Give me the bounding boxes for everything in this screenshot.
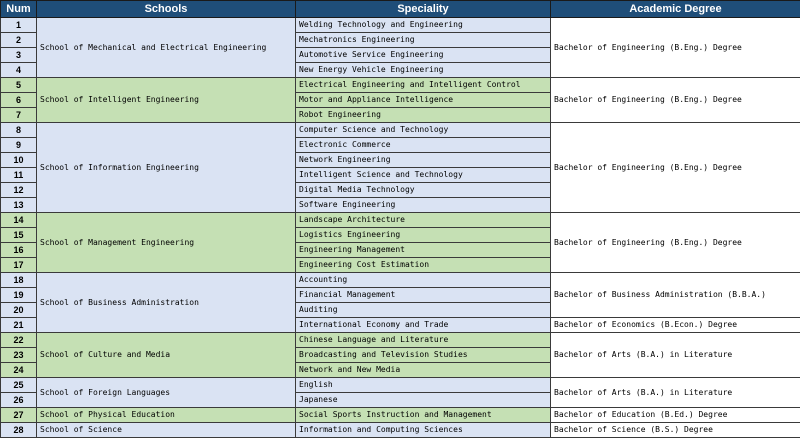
row-num: 2: [1, 33, 37, 48]
speciality-cell: Network Engineering: [296, 153, 551, 168]
speciality-cell: English: [296, 378, 551, 393]
speciality-cell: Logistics Engineering: [296, 228, 551, 243]
speciality-cell: Japanese: [296, 393, 551, 408]
school-name: School of Mechanical and Electrical Engineering: [37, 18, 296, 78]
table-row: [1, 78, 800, 93]
degree-cell: Bachelor of Arts (B.A.) in Literature: [551, 378, 800, 408]
row-num: 24: [1, 363, 37, 378]
row-num: 17: [1, 258, 37, 273]
row-num: 3: [1, 48, 37, 63]
degree-cell: Bachelor of Engineering (B.Eng.) Degree: [551, 213, 800, 273]
speciality-cell: Landscape Architecture: [296, 213, 551, 228]
speciality-cell: Digital Media Technology: [296, 183, 551, 198]
row-num: 25: [1, 378, 37, 393]
row-num: 18: [1, 273, 37, 288]
header-degree: Academic Degree: [551, 1, 800, 18]
row-num: 14: [1, 213, 37, 228]
speciality-cell: Engineering Management: [296, 243, 551, 258]
school-name: School of Science: [37, 423, 296, 438]
row-num: 4: [1, 63, 37, 78]
row-num: 26: [1, 393, 37, 408]
speciality-cell: Engineering Cost Estimation: [296, 258, 551, 273]
row-num: 27: [1, 408, 37, 423]
row-num: 7: [1, 108, 37, 123]
table-row: [1, 18, 800, 33]
degree-cell: Bachelor of Engineering (B.Eng.) Degree: [551, 123, 800, 213]
speciality-cell: Network and New Media: [296, 363, 551, 378]
table-row: [1, 333, 800, 348]
degree-cell: Bachelor of Engineering (B.Eng.) Degree: [551, 18, 800, 78]
speciality-cell: Social Sports Instruction and Management: [296, 408, 551, 423]
school-name: School of Management Engineering: [37, 213, 296, 273]
table-row: [1, 273, 800, 288]
school-name: School of Culture and Media: [37, 333, 296, 378]
row-num: 1: [1, 18, 37, 33]
table-row: [1, 423, 800, 438]
table-row: [1, 408, 800, 423]
speciality-cell: Motor and Appliance Intelligence: [296, 93, 551, 108]
speciality-cell: Financial Management: [296, 288, 551, 303]
row-num: 21: [1, 318, 37, 333]
row-num: 11: [1, 168, 37, 183]
row-num: 6: [1, 93, 37, 108]
header-row: [1, 1, 800, 18]
row-num: 5: [1, 78, 37, 93]
school-name: School of Foreign Languages: [37, 378, 296, 408]
speciality-cell: Robot Engineering: [296, 108, 551, 123]
speciality-cell: Accounting: [296, 273, 551, 288]
school-name: School of Information Engineering: [37, 123, 296, 213]
degree-cell: Bachelor of Engineering (B.Eng.) Degree: [551, 78, 800, 123]
speciality-cell: Chinese Language and Literature: [296, 333, 551, 348]
row-num: 15: [1, 228, 37, 243]
table-row: [1, 123, 800, 138]
school-name: School of Intelligent Engineering: [37, 78, 296, 123]
speciality-cell: Welding Technology and Engineering: [296, 18, 551, 33]
degree-cell: Bachelor of Arts (B.A.) in Literature: [551, 333, 800, 378]
speciality-cell: Automotive Service Engineering: [296, 48, 551, 63]
row-num: 16: [1, 243, 37, 258]
speciality-cell: Software Engineering: [296, 198, 551, 213]
row-num: 13: [1, 198, 37, 213]
speciality-cell: Broadcasting and Television Studies: [296, 348, 551, 363]
header-num: Num: [1, 1, 37, 18]
row-num: 23: [1, 348, 37, 363]
degree-cell: Bachelor of Business Administration (B.B.A.): [551, 273, 800, 318]
school-name: School of Physical Education: [37, 408, 296, 423]
row-num: 28: [1, 423, 37, 438]
speciality-cell: Mechatronics Engineering: [296, 33, 551, 48]
school-name: School of Business Administration: [37, 273, 296, 333]
table-row: [1, 378, 800, 393]
speciality-cell: Electronic Commerce: [296, 138, 551, 153]
row-num: 22: [1, 333, 37, 348]
row-num: 9: [1, 138, 37, 153]
speciality-cell: International Economy and Trade: [296, 318, 551, 333]
speciality-cell: Information and Computing Sciences: [296, 423, 551, 438]
degree-cell: Bachelor of Economics (B.Econ.) Degree: [551, 318, 800, 333]
header-speciality: Speciality: [296, 1, 551, 18]
row-num: 19: [1, 288, 37, 303]
degree-cell: Bachelor of Science (B.S.) Degree: [551, 423, 800, 438]
header-schools: Schools: [37, 1, 296, 18]
speciality-cell: Intelligent Science and Technology: [296, 168, 551, 183]
row-num: 10: [1, 153, 37, 168]
row-num: 8: [1, 123, 37, 138]
table-row: [1, 213, 800, 228]
row-num: 12: [1, 183, 37, 198]
speciality-cell: Computer Science and Technology: [296, 123, 551, 138]
speciality-cell: Electrical Engineering and Intelligent Control: [296, 78, 551, 93]
degree-cell: Bachelor of Education (B.Ed.) Degree: [551, 408, 800, 423]
speciality-cell: Auditing: [296, 303, 551, 318]
speciality-cell: New Energy Vehicle Engineering: [296, 63, 551, 78]
row-num: 20: [1, 303, 37, 318]
